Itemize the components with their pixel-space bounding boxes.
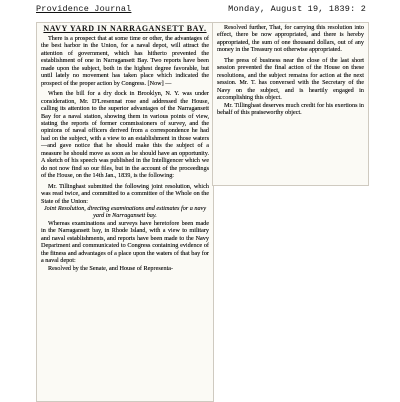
article-paragraph: Mr. Tillinghast submitted the following joint resolution, which was read twice, and committed to a committee of the Whole on the State of the Union: [41, 182, 209, 205]
article-clipping-right [212, 22, 369, 186]
publication-title: Providence Journal [36, 4, 132, 14]
article-paragraph: There is a prospect that at some time or other, the advantages of the best harbor in the Union, for a naval depot, will attract the attention of government, which has hitherto prevented the establishment of one in Narragansett Bay. Two reports have been made upon the subject, both in the highest degree favorable, but until lately no movement has taken place which indicated the prospect of the proper action by Congress. [Now] — [41, 35, 209, 87]
article-paragraph: Mr. Tillinghast deserves much credit for his exertions in behalf of this praiseworthy object. [217, 101, 364, 116]
article-paragraph: Whereas examinations and surveys have heretofore been made in the Narragansett bay, in Rhode Island, with a view to military and naval establishments, and reports have been made to the Navy Department and communicated to Congress containing evidence of the fitness and advantages of a place upon the waters of that bay for a naval depot: [41, 219, 209, 265]
publication-date: Monday, August 19, 1839: 2 [228, 4, 366, 14]
article-paragraph: Resolved further, That, for carrying this resolution into effect, there be now appropriated, and there is hereby appropriated, the sum of one thousand dollars, out of any money in the Treasury not otherwise appropriated. [217, 24, 364, 54]
resolution-title: Joint Resolution, directing examinations and estimates for a navy yard in Narragansett bay. [43, 204, 207, 220]
article-paragraph: Resolved by the Senate, and House of Representa- [48, 264, 174, 272]
article-paragraph: When the bill for a dry dock in Brooklyn, N. Y. was under consideration, Mr. D'Lresennat rose and addressed the House, calling its attention to the superior advantages of the Narragansett Bay for a naval station, showing them in various points of view, stating the reports of former commissioners of survey, and the opinions of naval officers derived from a correspondence he had had on the subject, with a view to an establishment in those waters—and gave notice that he should make this the subject of a measure he should move as soon as he should have an opportunity. A sketch of his speech was published in the Intelligencer which we do not now find so our files, but in the account of the proceedings of the House, on the 14th Jan., 1839, is the following: [41, 90, 209, 180]
article-paragraph: The press of business near the close of the last short session prevented the final action of the House on these resolutions, and the subject remains for action at the next session. Mr. T. has conversed with the Secretary of the Navy on the subject, and is heartily engaged in accomplishing this object. [217, 56, 364, 102]
article-headline: NAVY YARD IN NARRAGANSETT BAY. [43, 24, 207, 33]
article-clipping-left [36, 22, 214, 402]
page-header [36, 3, 366, 17]
